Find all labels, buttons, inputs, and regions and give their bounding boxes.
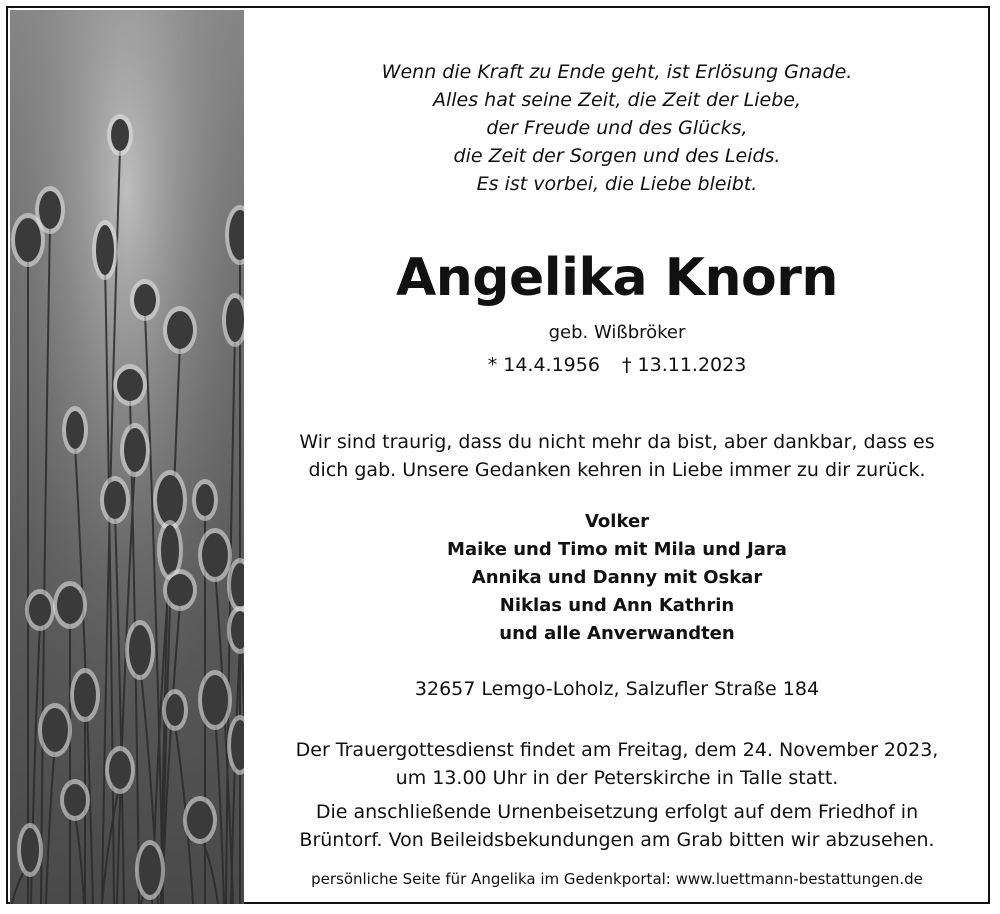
service-info (244, 736, 990, 792)
birth-name: geb. Wißbröker (548, 322, 686, 343)
birth-date: * 14.4.1956 (487, 354, 600, 376)
poem (244, 58, 990, 198)
obituary-content (244, 10, 990, 904)
poem-line: der Freude und des Glücks, (486, 117, 748, 139)
grass-photo (10, 10, 244, 904)
poem-line: die Zeit der Sorgen und des Leids. (453, 145, 781, 167)
message-line: dich gab. Unsere Gedanken kehren in Liebe immer zu dir zurück. (308, 459, 926, 481)
family-member: und alle Anverwandten (499, 623, 735, 644)
grass-illustration (10, 10, 244, 904)
memorial-portal-link[interactable]: persönliche Seite für Angelika im Gedenkportal: www.luettmann-bestattungen.de (311, 870, 923, 888)
mourning-message (244, 428, 990, 484)
poem-line: Wenn die Kraft zu Ende geht, ist Erlösung Gnade. (381, 61, 853, 83)
life-dates (244, 354, 990, 376)
death-date: † 13.11.2023 (621, 354, 747, 376)
service-line: um 13.00 Uhr in der Peterskirche in Talle statt. (395, 767, 839, 789)
family-member: Volker (584, 511, 650, 532)
family-list (244, 508, 990, 648)
address: 32657 Lemgo-Loholz, Salzufler Straße 184 (414, 678, 820, 700)
deceased-name: Angelika Knorn (396, 248, 838, 308)
burial-info (244, 798, 990, 854)
family-member: Niklas und Ann Kathrin (499, 595, 735, 616)
message-line: Wir sind traurig, dass du nicht mehr da bist, aber dankbar, dass es (299, 431, 935, 453)
family-member: Annika und Danny mit Oskar (471, 567, 763, 588)
poem-line: Es ist vorbei, die Liebe bleibt. (476, 173, 758, 195)
service-line: Der Trauergottesdienst findet am Freitag, dem 24. November 2023, (295, 739, 939, 761)
burial-line: Brüntorf. Von Beileidsbekundungen am Grab bitten wir abzusehen. (299, 829, 935, 851)
burial-line: Die anschließende Urnenbeisetzung erfolgt auf dem Friedhof in (315, 801, 919, 823)
family-member: Maike und Timo mit Mila und Jara (447, 539, 787, 560)
poem-line: Alles hat seine Zeit, die Zeit der Liebe, (433, 89, 801, 111)
